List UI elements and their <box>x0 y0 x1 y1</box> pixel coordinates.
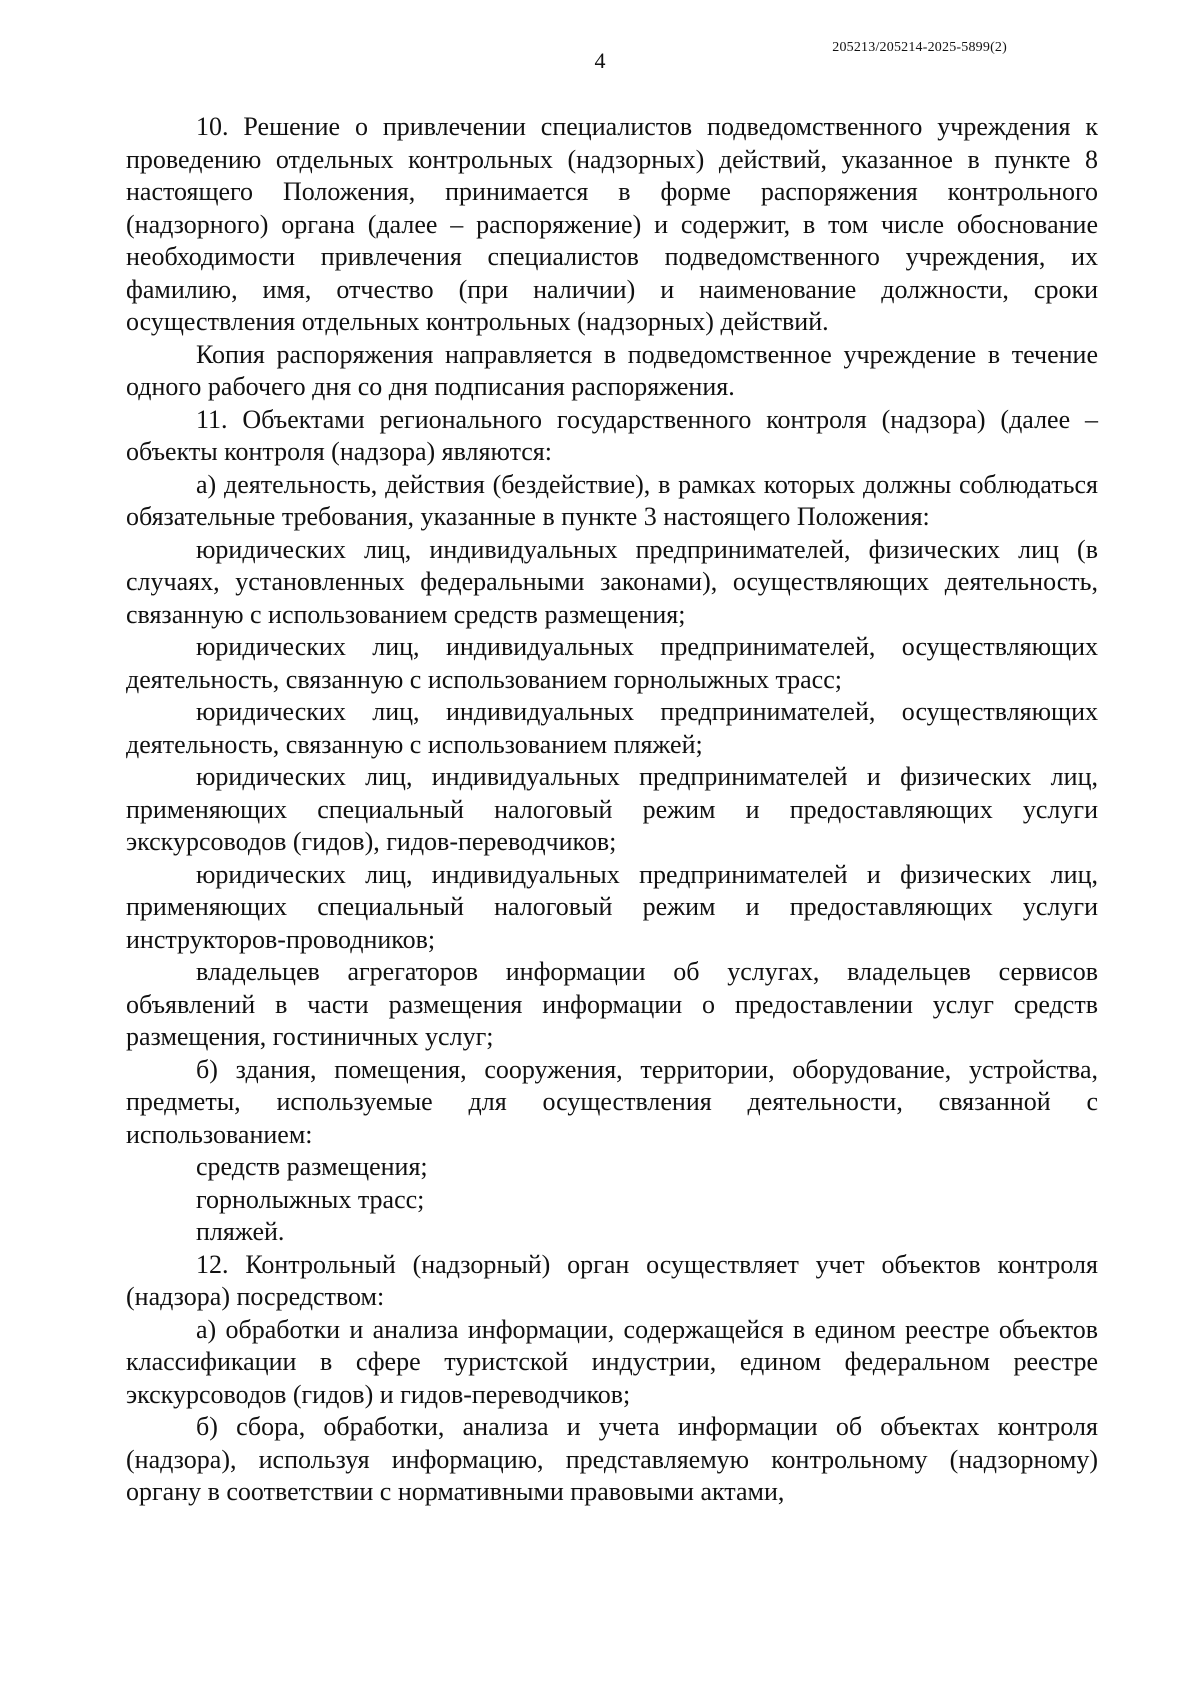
paragraph-12: 12. Контрольный (надзорный) орган осуществляет учет объектов контроля (надзора) посредством: <box>126 1249 1098 1311</box>
paragraph-11-a: а) деятельность, действия (бездействие), в рамках которых должны соблюдаться обязательные требования, указанные в пункте 3 настоящего Положения: <box>126 469 1098 531</box>
list-item-instructors: юридических лиц, индивидуальных предпринимателей и физических лиц, применяющих специальный налоговый режим и предоставляющих услуги инструкторов-проводников; <box>126 859 1098 954</box>
list-item-aggregators: владельцев агрегаторов информации об услугах, владельцев сервисов объявлений в части размещения информации о предоставлении услуг средств размещения, гостиничных услуг; <box>126 957 1098 1051</box>
list-item-b-accommodation: средств размещения; <box>196 1152 428 1181</box>
paragraph-11-b: б) здания, помещения, сооружения, территории, оборудование, устройства, предметы, используемые для осуществления деятельности, связанной с использованием: <box>126 1054 1098 1149</box>
list-item-b-ski-slopes: горнолыжных трасс; <box>196 1184 425 1214</box>
list-item-ski-slopes: юридических лиц, индивидуальных предпринимателей, осуществляющих деятельность, связанную с использованием горнолыжных трасс; <box>126 632 1098 694</box>
paragraph-copy-order: Копия распоряжения направляется в подведомственное учреждение в течение одного рабочего дня со дня подписания распоряжения. <box>126 339 1098 401</box>
page-number: 4 <box>594 48 606 73</box>
document-body <box>126 111 1098 1509</box>
list-item-b-beaches: пляжей. <box>196 1217 285 1246</box>
document-code: 205213/205214-2025-5899(2) <box>832 40 1007 55</box>
paragraph-11: 11. Объектами регионального государственного контроля (надзора) (далее – объекты контроля (надзора) являются: <box>126 404 1098 466</box>
list-item-accommodation: юридических лиц, индивидуальных предпринимателей, физических лиц (в случаях, установленных федеральными законами), осуществляющих деятельность, связанную с использованием средств размещения; <box>126 534 1098 629</box>
paragraph-10: 10. Решение о привлечении специалистов подведомственного учреждения к проведению отдельных контрольных (надзорных) действий, указанное в пункте 8 настоящего Положения, принимается в форме распоряжения контрольного (надзорного) органа (далее – распоряжение) и содержит, в том числе обоснование необходимости привлечения специалистов подведомственного учреждения, их фамилию, имя, отчество (при наличии) и наименование должности, сроки осуществления отдельных контрольных (надзорных) действий. <box>126 112 1098 336</box>
list-item-guides: юридических лиц, индивидуальных предпринимателей и физических лиц, применяющих специальный налоговый режим и предоставляющих услуги экскурсоводов (гидов), гидов-переводчиков; <box>126 762 1098 856</box>
paragraph-12-a: а) обработки и анализа информации, содержащейся в едином реестре объектов классификации в сфере туристской индустрии, едином федеральном реестре экскурсоводов (гидов) и гидов-переводчиков; <box>126 1314 1098 1409</box>
list-item-beaches: юридических лиц, индивидуальных предпринимателей, осуществляющих деятельность, связанную с использованием пляжей; <box>126 697 1098 759</box>
paragraph-12-b: б) сбора, обработки, анализа и учета информации об объектах контроля (надзора), используя информацию, представляемую контрольному (надзорному) органу в соответствии с нормативными правовыми актами, <box>126 1412 1098 1506</box>
